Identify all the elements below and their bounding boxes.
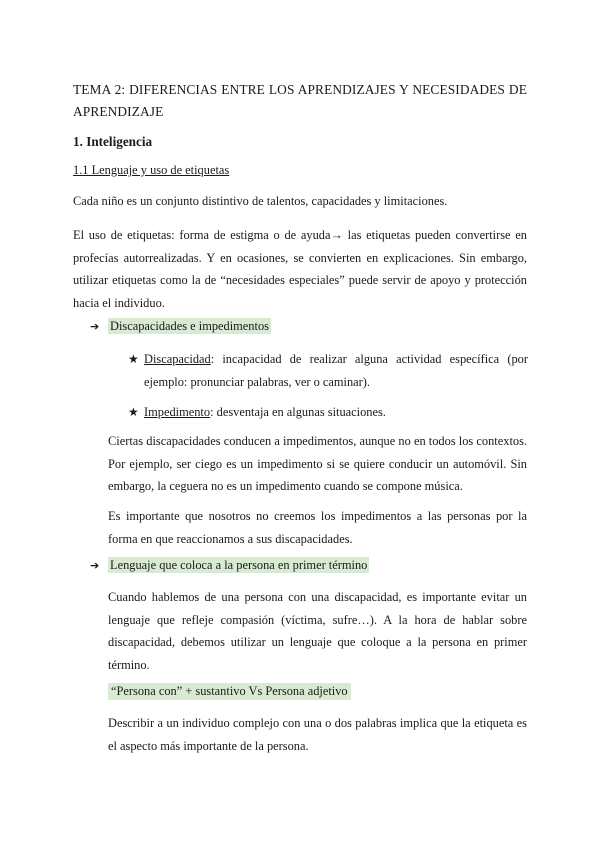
- definition-discapacidad: : incapacidad de realizar alguna actividad específica (por ejemplo: pronunciar palabras, ver o caminar).: [144, 352, 528, 389]
- labels-paragraph: El uso de etiquetas: forma de estigma o de ayuda→ las etiquetas pueden convertirse en profecías autorrealizadas. Y en ocasiones, se convierten en explicaciones. Sin embargo, utilizar etiquetas como la de “necesidades especiales” puede servir de apoyo y protección hacia el individuo.: [73, 228, 527, 310]
- paragraph-discapacidades-2: Es importante que nosotros no creemos los impedimentos a las personas por la forma en que reaccionamos a sus discapacidades.: [108, 509, 527, 546]
- bullet-lenguaje: [90, 558, 369, 573]
- paragraph-discapacidades-1: Ciertas discapacidades conducen a impedimentos, aunque no en todos los contextos. Por ejemplo, ser ciego es un impedimento si se quiere conducir un automóvil. Sin embargo, la ceguera no es un impedimento cuando se compone música.: [108, 434, 527, 493]
- paragraph-lenguaje: Cuando hablemos de una persona con una discapacidad, es importante evitar un lenguaje que refleje compasión (víctima, sufre…). A la hora de hablar sobre discapacidad, debemos utilizar un lenguaje que coloque a la persona en primer término.: [108, 590, 527, 672]
- bullet-label: Discapacidades e impedimentos: [110, 319, 269, 333]
- term-impedimento: Impedimento: [144, 405, 211, 419]
- star-icon: ★: [128, 405, 139, 419]
- bullet-discapacidades: [90, 319, 271, 334]
- page-title: TEMA 2: DIFERENCIAS ENTRE LOS APRENDIZAJES Y NECESIDADES DE APRENDIZAJE: [73, 82, 527, 119]
- star-icon: ★: [128, 352, 139, 366]
- subsection-heading: 1.1 Lenguaje y uso de etiquetas: [73, 163, 230, 177]
- arrow-right-icon: ➔: [90, 559, 100, 572]
- bullet-label: Lenguaje que coloca a la persona en primer término: [110, 558, 368, 572]
- star-item-discapacidad: [128, 348, 528, 393]
- term-discapacidad: Discapacidad: [144, 352, 211, 366]
- highlight-persona-con: “Persona con” + sustantivo Vs Persona adjetivo: [108, 683, 351, 700]
- section-heading: 1. Inteligencia: [73, 134, 153, 149]
- definition-impedimento: : desventaja en algunas situaciones.: [210, 405, 386, 419]
- closing-paragraph: Describir a un individuo complejo con una o dos palabras implica que la etiqueta es el aspecto más importante de la persona.: [108, 716, 527, 753]
- intro-paragraph: Cada niño es un conjunto distintivo de talentos, capacidades y limitaciones.: [73, 194, 448, 208]
- arrow-right-icon: ➔: [90, 320, 100, 333]
- star-item-impedimento: [128, 401, 528, 424]
